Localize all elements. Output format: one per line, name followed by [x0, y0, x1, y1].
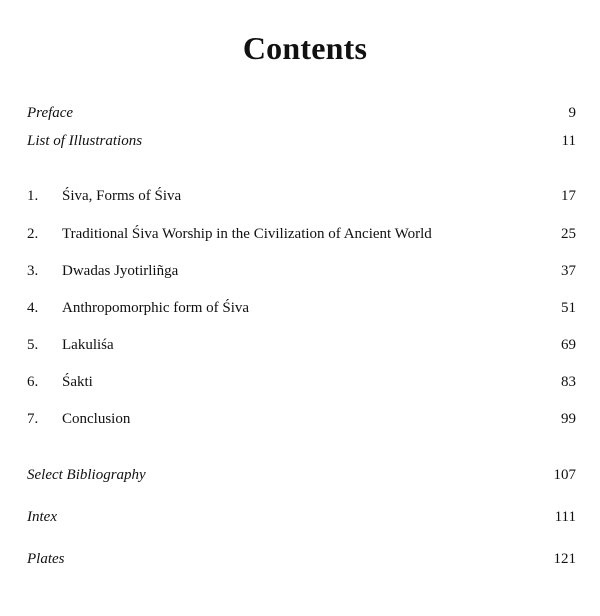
chapter-number: 3. — [27, 263, 39, 279]
chapter-title: Anthropomorphic form of Śiva — [62, 300, 250, 316]
chapter-number: 7. — [27, 411, 39, 427]
toc-page-number: 17 — [561, 188, 576, 204]
toc-label: Plates — [27, 551, 65, 567]
toc-chapter-5 — [27, 334, 576, 356]
toc-chapter-4 — [27, 297, 576, 319]
toc-entry-list-of-illustrations — [27, 130, 576, 152]
toc-page-number: 37 — [561, 263, 576, 279]
toc-chapter-2 — [27, 223, 576, 245]
toc-page-number: 111 — [554, 509, 576, 525]
toc-entry-plates — [27, 548, 576, 570]
toc-page-number: 51 — [561, 300, 576, 316]
toc-page-number: 9 — [568, 105, 576, 121]
toc-page-number: 11 — [561, 133, 576, 149]
toc-page-number: 121 — [553, 551, 576, 567]
page-title: Contents — [242, 30, 368, 66]
toc-entry-intex — [27, 506, 576, 528]
chapter-number: 4. — [27, 300, 39, 316]
toc-entry-preface — [27, 102, 576, 124]
toc-chapter-3 — [27, 260, 576, 282]
chapter-title: Dwadas Jyotirliñga — [62, 263, 179, 279]
chapter-title: Lakuliśa — [62, 337, 114, 353]
toc-label: List of Illustrations — [27, 133, 143, 149]
chapter-title: Śiva, Forms of Śiva — [62, 188, 182, 204]
toc-chapter-1 — [27, 185, 576, 207]
chapter-title: Conclusion — [62, 411, 131, 427]
toc-page-number: 99 — [561, 411, 576, 427]
toc-chapter-6 — [27, 371, 576, 393]
toc-label: Select Bibliography — [27, 467, 146, 483]
chapter-number: 6. — [27, 374, 39, 390]
toc-chapter-7 — [27, 408, 576, 430]
chapter-number: 5. — [27, 337, 39, 353]
toc-page-number: 69 — [561, 337, 576, 353]
chapter-title: Śakti — [62, 374, 93, 390]
chapter-number: 2. — [27, 226, 39, 242]
toc-page-number: 83 — [561, 374, 576, 390]
chapter-number: 1. — [27, 188, 39, 204]
toc-page-number: 25 — [561, 226, 576, 242]
toc-entry-select-bibliography — [27, 464, 576, 486]
toc-label: Preface — [27, 105, 74, 121]
toc-page-number: 107 — [553, 467, 576, 483]
toc-label: Intex — [27, 509, 57, 525]
chapter-title: Traditional Śiva Worship in the Civilization of Ancient World — [62, 226, 432, 242]
